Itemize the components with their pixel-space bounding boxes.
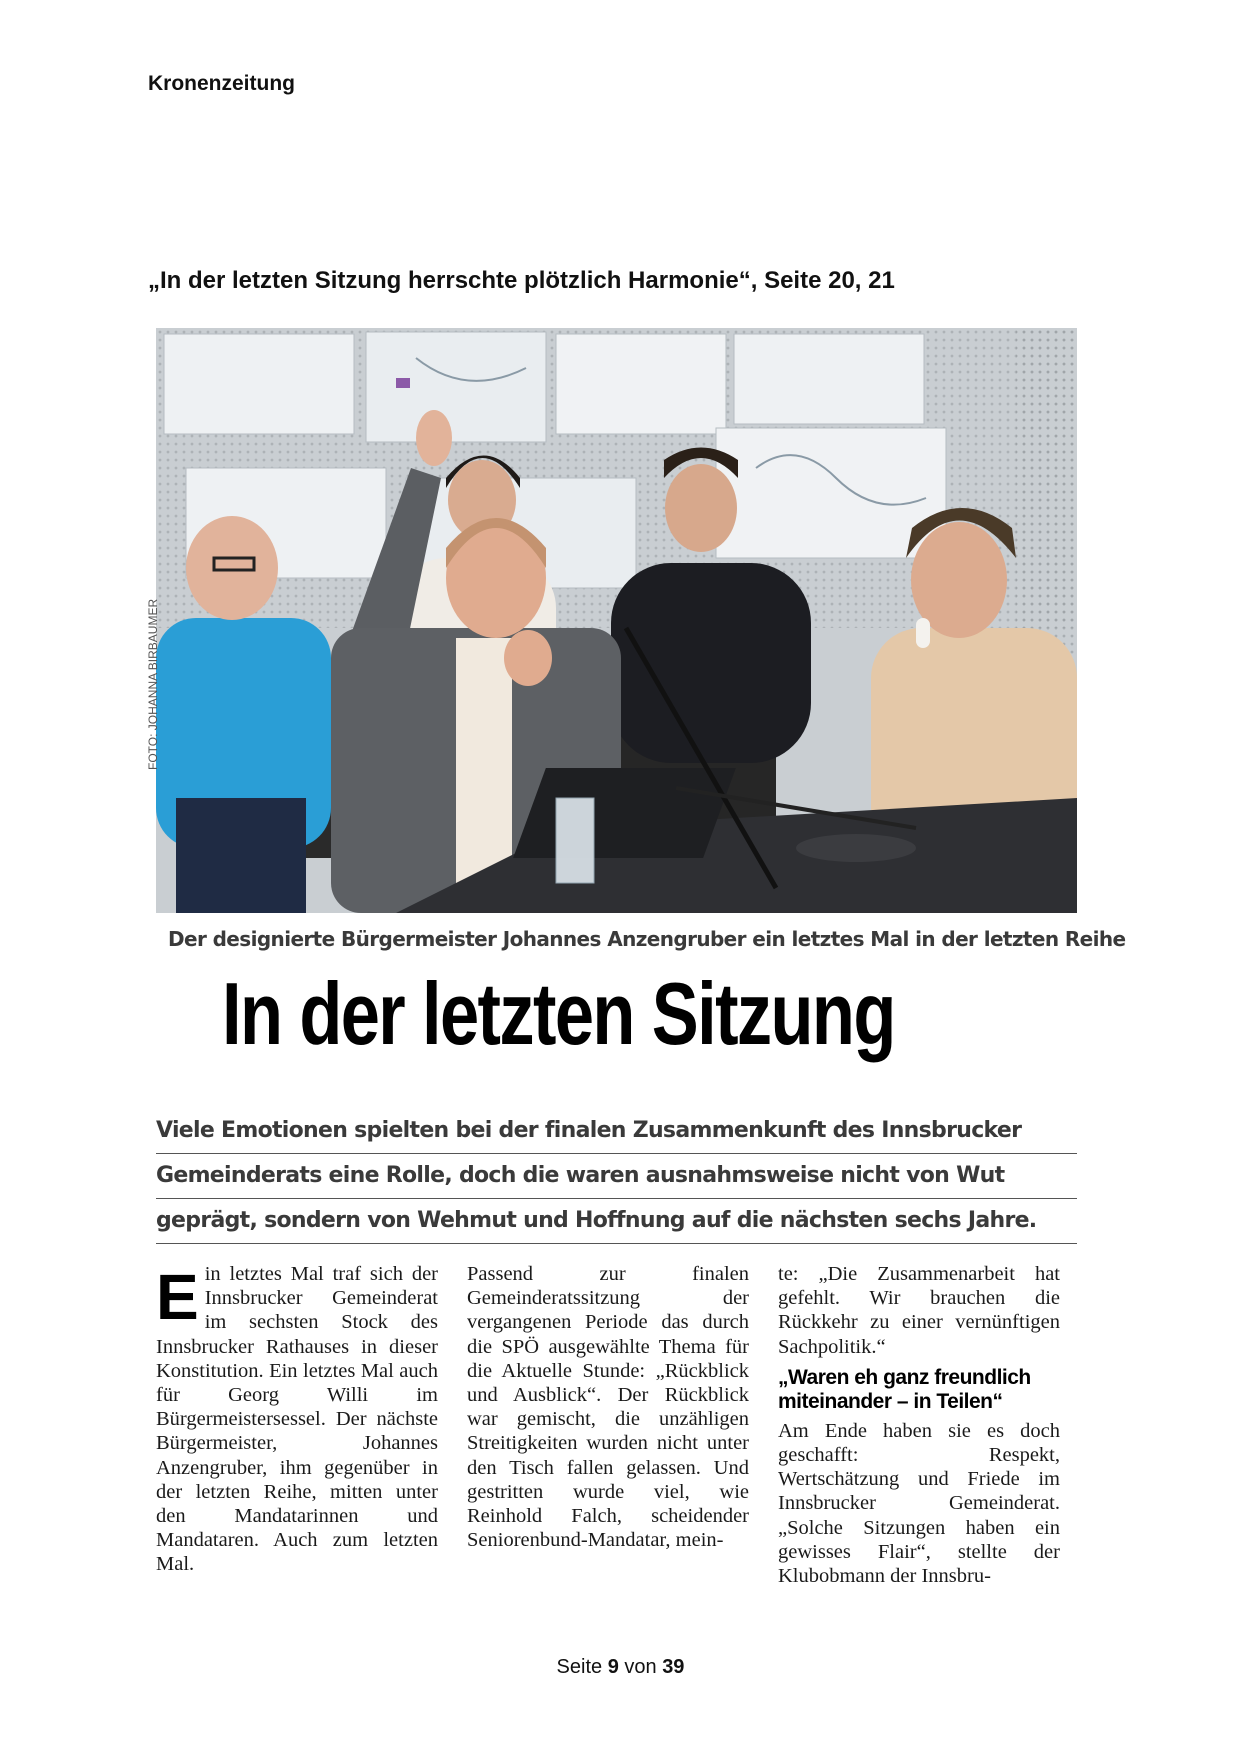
page-number bbox=[0, 1656, 1241, 1679]
total-pages: 39 bbox=[662, 1656, 685, 1678]
body-text: Passend zur finalen Gemeinderatssitzung der vergangenen Periode das durch die SPÖ ausgewählte Thema für die Aktuelle Stunde: „Rückblick und Ausblick“. Der Rückblick war gemischt, die unzähligen Streitigkeiten wurden nicht unter den Tisch fallen gelassen. Und gestritten wurde viel, wie Reinhold Falch, scheidender Seniorenbund-Mandatar, mein- bbox=[467, 1263, 749, 1552]
lead-line: Viele Emotionen spielten bei der finalen Zusammenkunft des Innsbrucker bbox=[156, 1109, 1077, 1154]
article-body bbox=[156, 1262, 1077, 1612]
article-headline: In der letzten Sitzung bbox=[222, 964, 895, 1063]
article-lead bbox=[156, 1109, 1077, 1244]
article-subhead: „Waren eh ganz freundlich miteinander – in Teilen“ bbox=[778, 1365, 1031, 1413]
body-column-2 bbox=[467, 1262, 749, 1552]
page-prefix: Seite bbox=[556, 1656, 608, 1678]
current-page: 9 bbox=[607, 1656, 619, 1678]
body-column-1 bbox=[156, 1262, 438, 1577]
photo-illustration bbox=[156, 328, 1077, 913]
body-text: in letztes Mal traf sich der Innsbrucker Gemeinderat im sechsten Stock des Innsbrucker Rathauses in dieser Konstitution. Ein letztes Mal auch für Georg Willi im Bürgermeistersessel. Der nächste Bürgermeister, Johannes Anzengruber, ihm gegenüber in der letzten Reihe, mitten unter den Mandatarinnen und Mandataren. Auch zum letzten Mal. bbox=[156, 1263, 438, 1576]
drop-cap: E bbox=[156, 1261, 199, 1333]
body-text: Am Ende haben sie es doch geschafft: Respekt, Wertschätzung und Friede im Innsbrucker Gemeinderat. „Solche Sitzungen haben ein gewisses Flair“, stellte der Klubobmann der Innsbru- bbox=[778, 1419, 1060, 1588]
body-column-3 bbox=[778, 1262, 1060, 1588]
article-photo bbox=[156, 328, 1077, 913]
source-label: Kronenzeitung bbox=[148, 72, 295, 95]
photo-credit: FOTO: JOHANNA BIRBAUMER bbox=[146, 598, 160, 770]
reference-title: „In der letzten Sitzung herrschte plötzlich Harmonie“, Seite 20, 21 bbox=[148, 267, 895, 294]
page-middle: von bbox=[618, 1656, 663, 1678]
lead-line: Gemeinderats eine Rolle, doch die waren ausnahmsweise nicht von Wut bbox=[156, 1154, 1077, 1199]
lead-line: geprägt, sondern von Wehmut und Hoffnung auf die nächsten sechs Jahre. bbox=[156, 1199, 1077, 1244]
body-text: te: „Die Zusammenarbeit hat gefehlt. Wir brauchen die Rückkehr zu einer vernünftigen Sachpolitik.“ bbox=[778, 1263, 1060, 1358]
photo-caption: Der designierte Bürgermeister Johannes Anzengruber ein letztes Mal in der letzten Reihe bbox=[168, 927, 1126, 951]
